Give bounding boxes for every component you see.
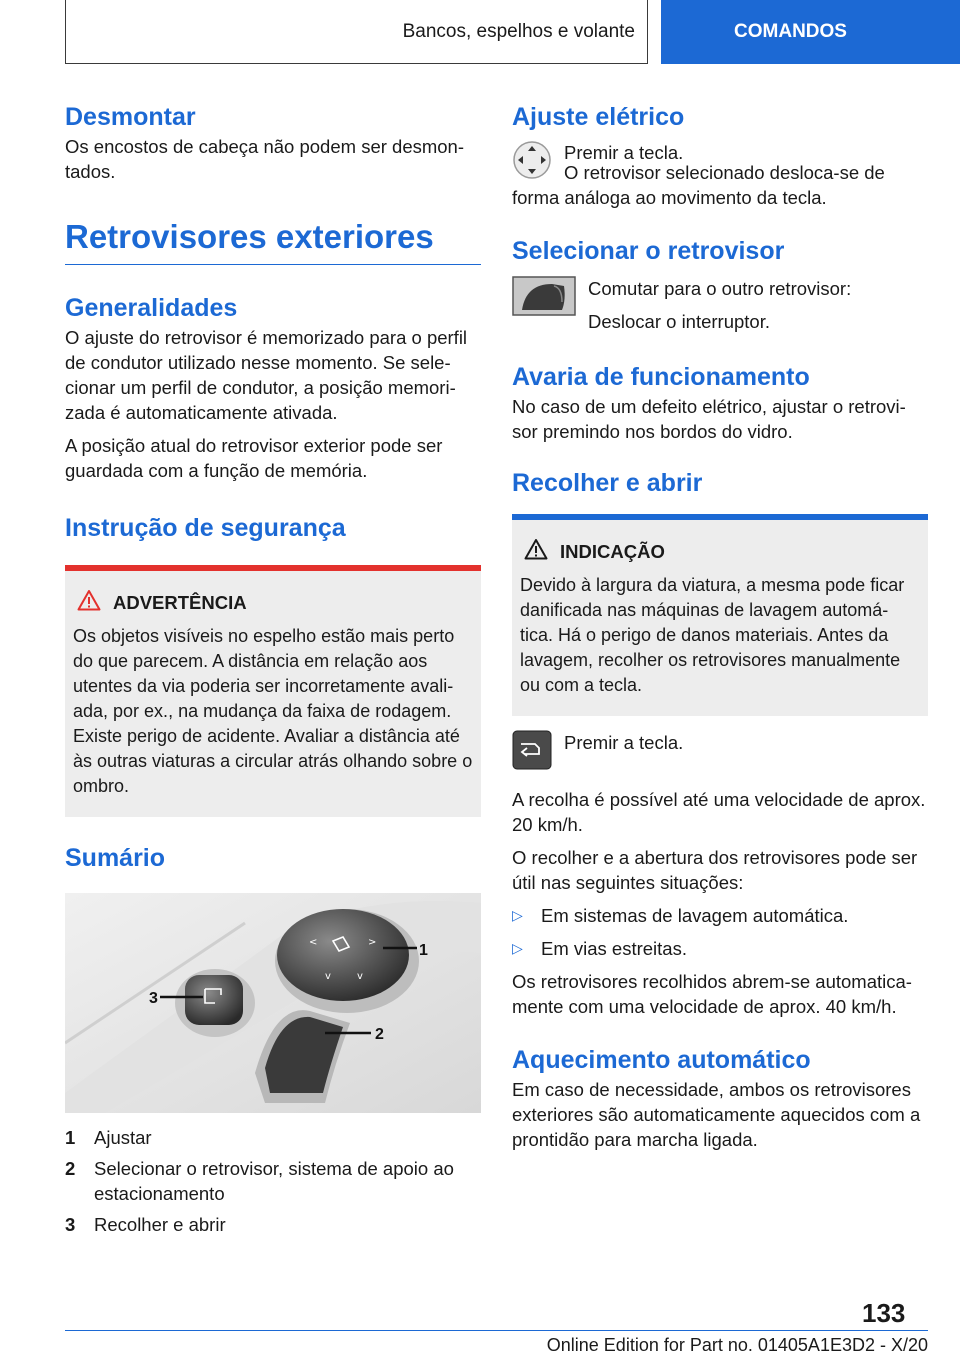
footer-edition: Online Edition for Part no. 01405A1E3D2 - X/20 <box>546 1335 928 1355</box>
footer-divider <box>65 1330 928 1331</box>
ajuste-title: Ajuste elétrico <box>512 103 685 131</box>
note-label: INDICAÇÃO <box>560 540 665 562</box>
left-column <box>65 100 481 1237</box>
figure-callout-1: 1 <box>419 942 428 959</box>
control-panel-figure <box>65 893 481 1113</box>
recolher-paragraph-4: Os retrovisores recolhidos abrem-se automatica-mente com uma velocidade de aprox. 40 km/h. <box>512 971 912 1017</box>
general-paragraph-1: O ajuste do retrovisor é memorizado para o perfil de condutor utilizado nesse momento. Se sele-cionar um perfil de condutor, a posição memori-zada é automaticamente ativada. <box>65 327 468 423</box>
avaria-text: No caso de um defeito elétrico, ajustar o retrovi-sor premindo nos bordos do vidro. <box>512 396 906 442</box>
select-title: Selecionar o retrovisor <box>512 237 785 265</box>
svg-text:>: > <box>368 937 377 948</box>
list-item <box>512 936 928 961</box>
figure-callout-3: 3 <box>149 990 158 1007</box>
legend-item <box>65 1156 481 1206</box>
fold-mirror-button-icon <box>512 730 552 775</box>
ajuste-paragraph-2: O retrovisor selecionado desloca-se de forma análoga ao movimento da tecla. <box>512 162 885 208</box>
bullet-arrow-icon: ▷ <box>512 940 523 956</box>
ajuste-paragraph-1: Premir a tecla. <box>564 142 684 163</box>
warning-box <box>65 565 481 817</box>
legend-text: Ajustar <box>94 1127 152 1148</box>
general-paragraph-2: A posição atual do retrovisor exterior pode ser guardada com a função de memória. <box>65 435 443 481</box>
right-column <box>512 100 928 1152</box>
select-paragraph-1: Comutar para o outro retrovisor: <box>588 278 852 299</box>
legend-item <box>65 1212 481 1237</box>
page-number: 133 <box>862 1298 906 1328</box>
desmontar-text: Os encostos de cabeça não podem ser desmon-tados. <box>65 136 465 182</box>
aquec-title: Aquecimento automático <box>512 1046 811 1074</box>
note-triangle-icon <box>524 538 548 565</box>
recolher-paragraph-1: Premir a tecla. <box>564 732 684 753</box>
warning-text: Os objetos visíveis no espelho estão mais perto do que parecem. A distância em relação aos utentes da via poderia ser incorretamente avali-ada, por ex., na mudança da faixa de rodagem. Existe perigo de acidente. Avaliar a distância até às outras viaturas a circular atrás olhando sobre o ombro. <box>73 626 473 796</box>
legend-number: 1 <box>65 1127 76 1148</box>
header-section <box>65 0 648 64</box>
legend-number: 2 <box>65 1158 76 1179</box>
header-chapter <box>661 0 960 64</box>
legend-item <box>65 1125 481 1150</box>
warning-triangle-icon <box>77 589 101 616</box>
svg-text:v: v <box>357 971 363 982</box>
list-item <box>512 903 928 928</box>
header-chapter-label: COMANDOS <box>734 21 847 42</box>
note-box <box>512 514 928 716</box>
list-item-text: Em vias estreitas. <box>541 938 687 959</box>
general-title: Generalidades <box>65 294 238 322</box>
list-item-text: Em sistemas de lavagem automática. <box>541 905 849 926</box>
mirror-select-switch-icon <box>512 276 576 321</box>
recolher-paragraph-2: A recolha é possível até uma velocidade de aprox. 20 km/h. <box>512 789 926 835</box>
select-paragraph-2: Deslocar o interruptor. <box>588 311 771 332</box>
header-section-label: Bancos, espelhos e volante <box>402 20 635 42</box>
desmontar-title: Desmontar <box>65 103 196 131</box>
legend-number: 3 <box>65 1214 76 1235</box>
legend-text: Recolher e abrir <box>94 1214 226 1235</box>
note-text: Devido à largura da viatura, a mesma pode ficar danificada nas máquinas de lavagem automá-tica. Há o perigo de danos materiais. Antes da lavagem, recolher os retrovisores manualmente ou com a tecla. <box>520 575 905 695</box>
svg-text:v: v <box>325 971 331 982</box>
sumario-title: Sumário <box>65 844 166 872</box>
mirror-adjust-button-icon <box>512 140 552 185</box>
figure-callout-2: 2 <box>375 1026 384 1043</box>
legend-text: Selecionar o retrovisor, sistema de apoio ao estacionamento <box>94 1158 454 1204</box>
aquec-text: Em caso de necessidade, ambos os retrovisores exteriores são automaticamente aquecidos com a prontidão para marcha ligada. <box>512 1079 921 1150</box>
page-title: Retrovisores exteriores <box>65 214 481 265</box>
recolher-title: Recolher e abrir <box>512 469 703 497</box>
avaria-title: Avaria de funcionamento <box>512 363 810 391</box>
bullet-arrow-icon: ▷ <box>512 907 523 923</box>
svg-text:<: < <box>309 937 318 948</box>
safety-title: Instrução de segurança <box>65 514 346 542</box>
recolher-paragraph-3: O recolher e a abertura dos retrovisores pode ser útil nas seguintes situações: <box>512 847 918 893</box>
warning-label: ADVERTÊNCIA <box>113 591 247 613</box>
